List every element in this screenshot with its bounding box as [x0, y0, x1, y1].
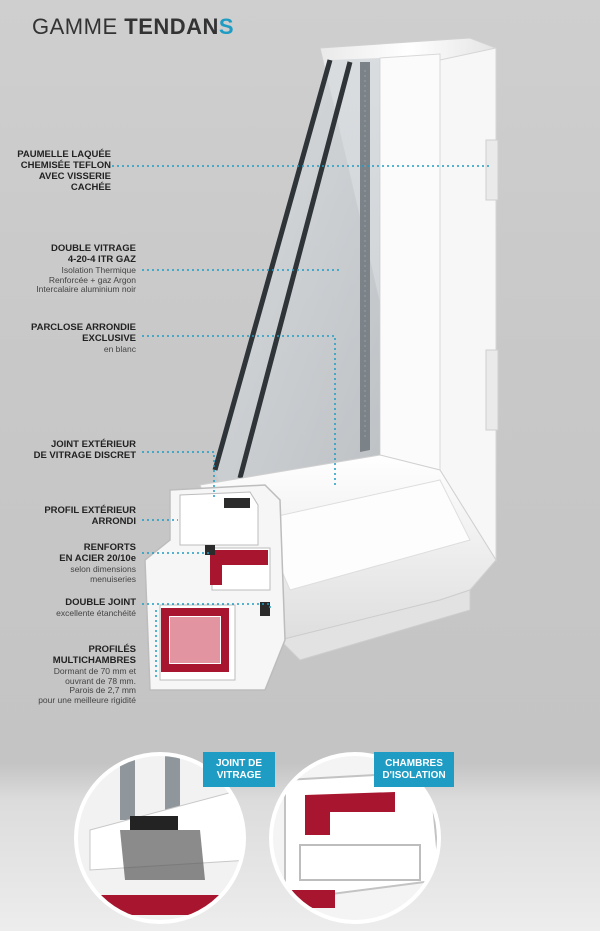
- callout-profiles: [6, 645, 136, 706]
- callout-parclose: [10, 323, 136, 355]
- badge-joint-de-vitrage: JOINT DE VITRAGE: [203, 752, 275, 787]
- callout-heading: RENFORTS EN ACIER 20/10e: [59, 542, 136, 564]
- callout-heading: DOUBLE VITRAGE 4-20-4 ITR GAZ: [51, 243, 136, 265]
- callout-heading: PARCLOSE ARRONDIE EXCLUSIVE: [30, 322, 136, 344]
- badge-chambres-isolation: CHAMBRES D'ISOLATION: [374, 752, 454, 787]
- callout-subtext: excellente étanchéité: [56, 607, 136, 618]
- callout-double-joint: [10, 598, 136, 619]
- title-bold: TENDAN: [124, 14, 219, 39]
- callout-subtext: Dormant de 70 mm et ouvrant de 78 mm. Parois de 2,7 mm pour une meilleure rigidité: [38, 665, 136, 706]
- glazing: [215, 58, 380, 500]
- title-accent: S: [218, 14, 235, 39]
- callout-double-vitrage: [10, 244, 136, 295]
- callout-heading: PAUMELLE LAQUÉE CHEMISÉE TEFLON AVEC VISSERIE CACHÉE: [17, 149, 111, 193]
- callout-heading: DOUBLE JOINT: [65, 597, 136, 608]
- callout-subtext: selon dimensions menuiseries: [70, 563, 136, 584]
- callout-heading: PROFIL EXTÉRIEUR ARRONDI: [44, 505, 136, 527]
- callout-renforts: [10, 543, 136, 584]
- callout-subtext: Isolation Thermique Renforcée + gaz Argon Intercalaire aluminium noir: [36, 264, 136, 295]
- callout-heading: JOINT EXTÉRIEUR DE VITRAGE DISCRET: [33, 439, 136, 461]
- profile-section: [145, 485, 285, 690]
- callout-profil-exterieur: [10, 506, 136, 528]
- title-prefix: GAMME: [32, 14, 118, 39]
- callout-paumelle: [10, 150, 111, 194]
- callout-subtext: en blanc: [103, 343, 136, 354]
- callout-joint-exterieur: [10, 440, 136, 462]
- callout-heading: PROFILÉS MULTICHAMBRES: [52, 644, 136, 666]
